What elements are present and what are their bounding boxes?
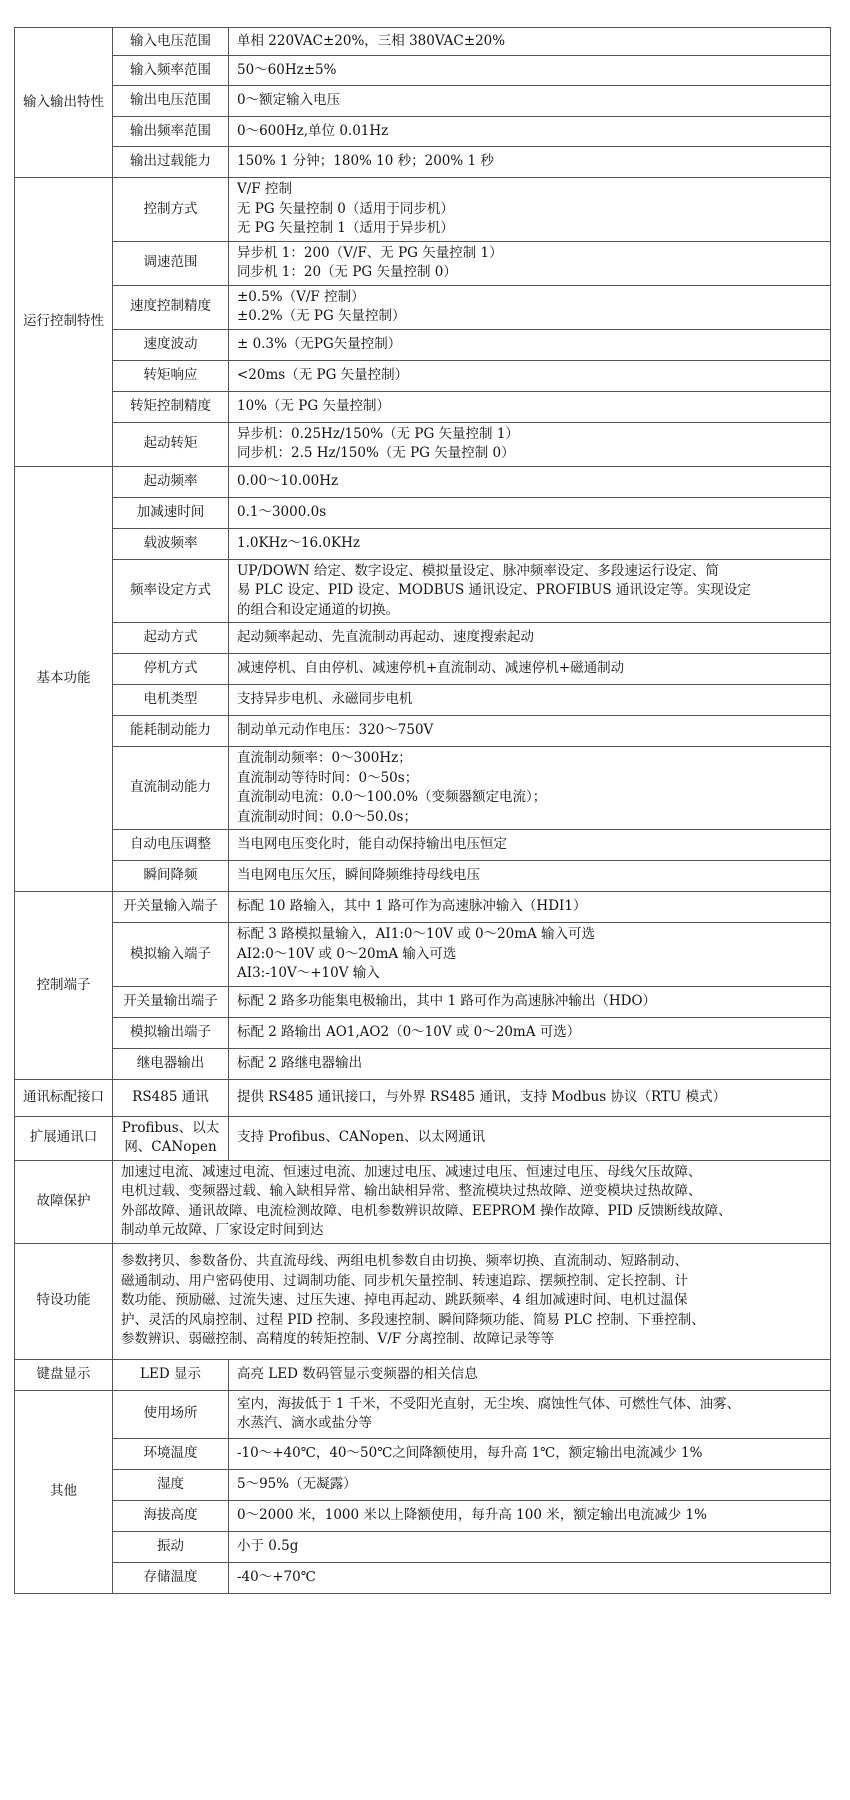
spec-value-cell (229, 528, 831, 559)
spec-value-cell (113, 1243, 831, 1359)
category-cell: 故障保护 (15, 1160, 113, 1243)
spec-value-cell (229, 716, 831, 747)
spec-value-cell (229, 1359, 831, 1390)
parameter-cell: 频率设定方式 (113, 559, 229, 623)
spec-value-line: 同步机 1：20（无 PG 矢量控制 0） (237, 264, 457, 280)
table-row (15, 1359, 831, 1390)
spec-value-line: 支持异步电机、永磁同步电机 (237, 691, 413, 708)
table-row (15, 559, 831, 623)
spec-value-cell (229, 422, 831, 466)
spec-value-cell (229, 1469, 831, 1500)
table-row (15, 747, 831, 830)
spec-value-line: 水蒸汽、滴水或盐分等 (237, 1415, 372, 1431)
table-row (15, 986, 831, 1017)
category-cell: 键盘显示 (15, 1359, 113, 1390)
table-row (15, 685, 831, 716)
spec-value-line: 减速停机、自由停机、减速停机+直流制动、减速停机+磁通制动 (237, 660, 625, 677)
spec-value-line: 高亮 LED 数码管显示变频器的相关信息 (237, 1365, 478, 1382)
spec-value-line: 支持 Profibus、CANopen、以太网通讯 (237, 1129, 486, 1146)
spec-value-line: 室内，海拔低于 1 千米，不受阳光直射，无尘埃、腐蚀性气体、可燃性气体、油雾、 (237, 1395, 741, 1412)
spec-value-cell (229, 685, 831, 716)
table-row (15, 1048, 831, 1079)
spec-value-cell (229, 466, 831, 497)
parameter-cell: 开关量输入端子 (113, 892, 229, 923)
table-row (15, 466, 831, 497)
parameter-cell: 直流制动能力 (113, 747, 229, 830)
spec-value-line: 1.0KHz～16.0KHz (237, 534, 360, 551)
table-row (15, 892, 831, 923)
table-row (15, 241, 831, 285)
spec-value-cell (229, 830, 831, 861)
spec-value-line: 易 PLC 设定、PID 设定、MODBUS 通讯设定、PROFIBUS 通讯设定等。实现设定 (237, 582, 751, 598)
spec-value-cell (229, 892, 831, 923)
spec-value-line: 提供 RS485 通讯接口，与外界 RS485 通讯，支持 Modbus 协议（RTU 模式） (237, 1088, 727, 1105)
spec-value-line: 当电网电压变化时，能自动保持输出电压恒定 (237, 836, 507, 853)
table-row (15, 1160, 831, 1243)
spec-value-cell (229, 147, 831, 178)
spec-value-line: 直流制动等待时间：0～50s； (237, 769, 419, 786)
spec-value-cell (229, 747, 831, 830)
spec-value-line: 的组合和设定通道的切换。 (237, 601, 399, 618)
parameter-cell: 开关量输出端子 (113, 986, 229, 1017)
table-row (15, 1017, 831, 1048)
category-cell: 特设功能 (15, 1243, 113, 1359)
table-row (15, 1390, 831, 1438)
category-cell: 运行控制特性 (15, 178, 113, 467)
spec-value-line: ± 0.3%（无PG矢量控制） (237, 335, 402, 352)
spec-value-line: 0～2000 米，1000 米以上降额使用，每升高 100 米，额定输出电流减少 1% (237, 1506, 707, 1523)
spec-value-cell (229, 923, 831, 987)
spec-value-line: 护、灵活的风扇控制、过程 PID 控制、多段速控制、瞬间降频功能、简易 PLC 控制、下垂控制、 (121, 1311, 705, 1328)
spec-value-line: 制动单元动作电压：320～750V (237, 722, 434, 739)
spec-value-line: 当电网电压欠压，瞬间降频维持母线电压 (237, 867, 480, 884)
category-cell: 输入输出特性 (15, 28, 113, 178)
spec-value-line: 数功能、预励磁、过流失速、过压失速、掉电再起动、跳跃频率、4 组加减速时间、电机过温保 (121, 1292, 688, 1309)
table-row (15, 497, 831, 528)
spec-value-line: 小于 0.5g (237, 1537, 299, 1554)
parameter-cell: 速度控制精度 (113, 285, 229, 329)
spec-value-line: 单相 220VAC±20%，三相 380VAC±20% (237, 32, 506, 49)
parameter-cell: 输入频率范围 (113, 56, 229, 86)
spec-value-line: -40～+70℃ (237, 1568, 316, 1585)
spec-value-line: 150% 1 分钟；180% 10 秒；200% 1 秒 (237, 153, 494, 170)
spec-value-line: 直流制动电流：0.0～100.0%（变频器额定电流）； (237, 789, 547, 805)
spec-value-line: 直流制动时间：0.0～50.0s； (237, 808, 417, 825)
spec-value-line: 参数辨识、弱磁控制、高精度的转矩控制、V/F 分离控制、故障记录等等 (121, 1331, 554, 1348)
parameter-cell: 存储温度 (113, 1562, 229, 1593)
spec-value-cell (229, 56, 831, 86)
spec-value-cell (229, 559, 831, 623)
table-row (15, 1469, 831, 1500)
spec-value-line: 无 PG 矢量控制 0（适用于同步机） (237, 200, 454, 217)
spec-value-line: 磁通制动、用户密码使用、过调制功能、同步机矢量控制、转速追踪、摆频控制、定长控制、计 (121, 1272, 688, 1289)
spec-value-cell (229, 986, 831, 1017)
spec-value-cell (229, 1531, 831, 1562)
table-row (15, 56, 831, 86)
category-cell: 其他 (15, 1390, 113, 1593)
parameter-cell: 模拟输出端子 (113, 1017, 229, 1048)
table-row (15, 528, 831, 559)
spec-value-line: 异步机 1：200（V/F、无 PG 矢量控制 1） (237, 244, 503, 261)
table-row (15, 1243, 831, 1359)
spec-value-cell (229, 117, 831, 147)
spec-value-line: AI3:-10V～+10V 输入 (237, 965, 380, 981)
parameter-cell: 海拔高度 (113, 1500, 229, 1531)
spec-value-line: 外部故障、通讯故障、电流检测故障、电机参数辨识故障、EEPROM 操作故障、PID 反馈断线故障、 (121, 1202, 732, 1219)
table-row (15, 285, 831, 329)
spec-value-cell (229, 178, 831, 242)
parameter-cell: 输出频率范围 (113, 117, 229, 147)
table-row (15, 861, 831, 892)
category-cell: 基本功能 (15, 466, 113, 892)
spec-value-line: 0～额定输入电压 (237, 92, 341, 109)
spec-value-line: 标配 2 路多功能集电极输出，其中 1 路可作为高速脉冲输出（HDO） (237, 992, 657, 1009)
table-row (15, 1562, 831, 1593)
parameter-cell: 调速范围 (113, 241, 229, 285)
table-row (15, 28, 831, 56)
parameter-cell (113, 1116, 229, 1160)
spec-table-body (15, 28, 831, 1594)
table-row (15, 1438, 831, 1469)
parameter-cell: 起动方式 (113, 623, 229, 654)
spec-value-line: 制动单元故障、厂家设定时间到达 (121, 1222, 324, 1238)
parameter-cell: 湿度 (113, 1469, 229, 1500)
spec-value-line: 5～95%（无凝露） (237, 1475, 357, 1492)
table-row (15, 391, 831, 422)
spec-value-cell (113, 1160, 831, 1243)
parameter-cell: 转矩控制精度 (113, 391, 229, 422)
spec-value-line: 0～600Hz,单位 0.01Hz (237, 122, 389, 139)
parameter-cell: 加减速时间 (113, 497, 229, 528)
parameter-cell: 瞬间降频 (113, 861, 229, 892)
parameter-cell: LED 显示 (113, 1359, 229, 1390)
spec-value-line: 直流制动频率：0～300Hz； (237, 750, 412, 766)
parameter-cell: 振动 (113, 1531, 229, 1562)
spec-value-cell (229, 360, 831, 391)
parameter-cell: 速度波动 (113, 329, 229, 360)
spec-value-cell (229, 86, 831, 117)
spec-value-line: 电机过载、变频器过载、输入缺相异常、输出缺相异常、整流模块过热故障、逆变模块过热故障、 (121, 1183, 702, 1199)
parameter-cell: 模拟输入端子 (113, 923, 229, 987)
parameter-cell: 能耗制动能力 (113, 716, 229, 747)
spec-value-line: 标配 3 路模拟量输入，AI1:0～10V 或 0～20mA 输入可选 (237, 926, 596, 942)
spec-value-cell (229, 1017, 831, 1048)
spec-value-line: 起动频率起动、先直流制动再起动、速度搜索起动 (237, 629, 534, 646)
spec-value-cell (229, 28, 831, 56)
spec-value-cell (229, 1048, 831, 1079)
spec-value-cell (229, 241, 831, 285)
spec-value-line: 加速过电流、减速过电流、恒速过电流、加速过电压、减速过电压、恒速过电压、母线欠压故障、 (121, 1163, 702, 1180)
parameter-cell: 使用场所 (113, 1390, 229, 1438)
table-row (15, 422, 831, 466)
spec-value-line: AI2:0～10V 或 0～20mA 输入可选 (237, 945, 457, 962)
spec-value-line: 标配 10 路输入，其中 1 路可作为高速脉冲输入（HDI1） (237, 898, 587, 915)
parameter-cell: 起动转矩 (113, 422, 229, 466)
parameter-cell: 停机方式 (113, 654, 229, 685)
spec-value-line: ±0.5%（V/F 控制） (237, 288, 365, 305)
table-row (15, 1116, 831, 1160)
spec-value-cell (229, 285, 831, 329)
parameter-cell: RS485 通讯 (113, 1079, 229, 1116)
spec-value-line: 0.00～10.00Hz (237, 472, 339, 489)
parameter-cell: 转矩响应 (113, 360, 229, 391)
spec-value-line: V/F 控制 (237, 181, 292, 197)
table-row (15, 716, 831, 747)
spec-value-cell (229, 497, 831, 528)
spec-value-cell (229, 1562, 831, 1593)
spec-value-cell (229, 861, 831, 892)
spec-value-cell (229, 329, 831, 360)
category-cell: 通讯标配接口 (15, 1079, 113, 1116)
spec-value-line: 无 PG 矢量控制 1（适用于异步机） (237, 220, 454, 236)
table-row (15, 86, 831, 117)
spec-value-cell (229, 1116, 831, 1160)
spec-value-line: 异步机：0.25Hz/150%（无 PG 矢量控制 1） (237, 425, 519, 442)
spec-value-line: 同步机：2.5 Hz/150%（无 PG 矢量控制 0） (237, 445, 515, 461)
spec-value-line: 网、CANopen (124, 1139, 217, 1155)
parameter-cell: 输出过载能力 (113, 147, 229, 178)
parameter-cell: 起动频率 (113, 466, 229, 497)
spec-value-line: ±0.2%（无 PG 矢量控制） (237, 308, 406, 324)
category-cell: 扩展通讯口 (15, 1116, 113, 1160)
table-row (15, 360, 831, 391)
table-row (15, 1079, 831, 1116)
table-row (15, 623, 831, 654)
spec-table (14, 27, 831, 1594)
parameter-cell: 控制方式 (113, 178, 229, 242)
spec-value-line: <20ms（无 PG 矢量控制） (237, 366, 409, 383)
table-row (15, 1531, 831, 1562)
spec-value-line: 50～60Hz±5% (237, 61, 337, 78)
table-row (15, 1500, 831, 1531)
spec-value-cell (229, 1438, 831, 1469)
parameter-cell: 自动电压调整 (113, 830, 229, 861)
parameter-cell: 继电器输出 (113, 1048, 229, 1079)
spec-value-cell (229, 1500, 831, 1531)
table-row (15, 329, 831, 360)
parameter-cell: 电机类型 (113, 685, 229, 716)
parameter-cell: 环境温度 (113, 1438, 229, 1469)
table-row (15, 654, 831, 685)
table-row (15, 117, 831, 147)
spec-value-line: UP/DOWN 给定、数字设定、模拟量设定、脉冲频率设定、多段速运行设定、简 (237, 562, 719, 579)
table-row (15, 147, 831, 178)
spec-value-cell (229, 654, 831, 685)
spec-value-cell (229, 391, 831, 422)
spec-value-line: 参数拷贝、参数备份、共直流母线、两组电机参数自由切换、频率切换、直流制动、短路制动、 (121, 1253, 688, 1270)
spec-value-line: 标配 2 路继电器输出 (237, 1054, 363, 1071)
spec-value-line: 0.1～3000.0s (237, 503, 327, 520)
table-row (15, 923, 831, 987)
spec-value-line: -10～+40℃，40～50℃之间降额使用，每升高 1℃，额定输出电流减少 1% (237, 1444, 703, 1461)
parameter-cell: 输出电压范围 (113, 86, 229, 117)
spec-value-line: 标配 2 路输出 AO1,AO2（0～10V 或 0～20mA 可选） (237, 1023, 581, 1040)
parameter-cell: 输入电压范围 (113, 28, 229, 56)
table-row (15, 830, 831, 861)
category-cell: 控制端子 (15, 892, 113, 1080)
spec-value-cell (229, 1079, 831, 1116)
spec-value-cell (229, 623, 831, 654)
parameter-cell: 载波频率 (113, 528, 229, 559)
spec-value-cell (229, 1390, 831, 1438)
spec-value-line: Profibus、以太 (121, 1119, 220, 1136)
table-row (15, 178, 831, 242)
spec-value-line: 10%（无 PG 矢量控制） (237, 397, 390, 414)
